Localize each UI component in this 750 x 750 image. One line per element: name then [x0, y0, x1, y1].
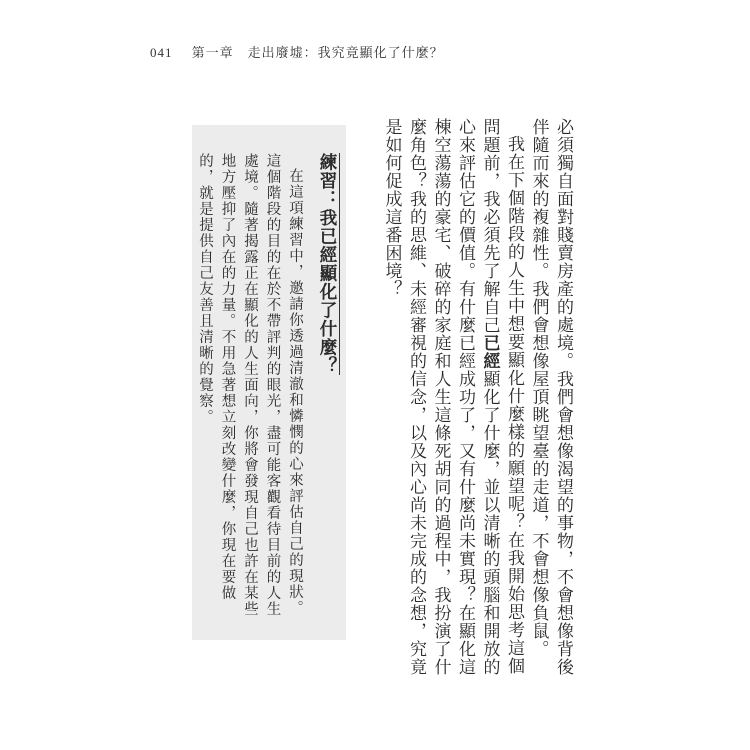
- paragraph-2-end: 顯化了什麼，並以清晰的頭腦和開放的心來評估它的價值。有什麼已經成功了，又有什麼尚未實現？在顯化這棟空蕩蕩的豪宅、破碎的家庭和人生這條死胡同的過程中，我扮演了什麼角色？我的思維、未經審視的信念，以及內心尚未完成的念想，究竟是如何促成這番困境？: [381, 118, 500, 676]
- body-text: [381, 118, 575, 688]
- page-number: 041: [150, 45, 173, 60]
- exercise-panel: [192, 125, 346, 640]
- paragraph-1: 必須獨自面對賤賣房產的處境。我們會想像渴望的事物，不會想像背後伴隨而來的複雜性。我們會想像屋頂眺望臺的走道，不會想像負鼠。: [528, 118, 573, 676]
- exercise-paragraph: 在這項練習中，邀請你透過清澈和憐憫的心來評估自己的現狀。這個階段的目的在於不帶評判的眼光，盡可能客觀看待目前的人生處境。隨著揭露正在顯化的人生面向，你將會發現自己也許在某些地方壓抑了內在的力量。不用急著想立刻改變什麼，你現在要做的，就是提供自己友善且清晰的覺察。: [197, 153, 303, 617]
- exercise-title: 練習：我已經顯化了什麼？: [317, 153, 340, 375]
- chapter-title: 第一章 走出廢墟：我究竟顯化了什麼？: [191, 46, 444, 61]
- emphasis-text: 已經: [479, 334, 500, 370]
- paragraph-2: [379, 118, 526, 688]
- running-header: [150, 42, 444, 61]
- paragraph-2-start: 我在下個階段的人生中想要顯化什麼樣的願望呢？在我開始思考這個問題前，我必須先了解自己: [479, 118, 524, 675]
- exercise-body: [197, 153, 306, 628]
